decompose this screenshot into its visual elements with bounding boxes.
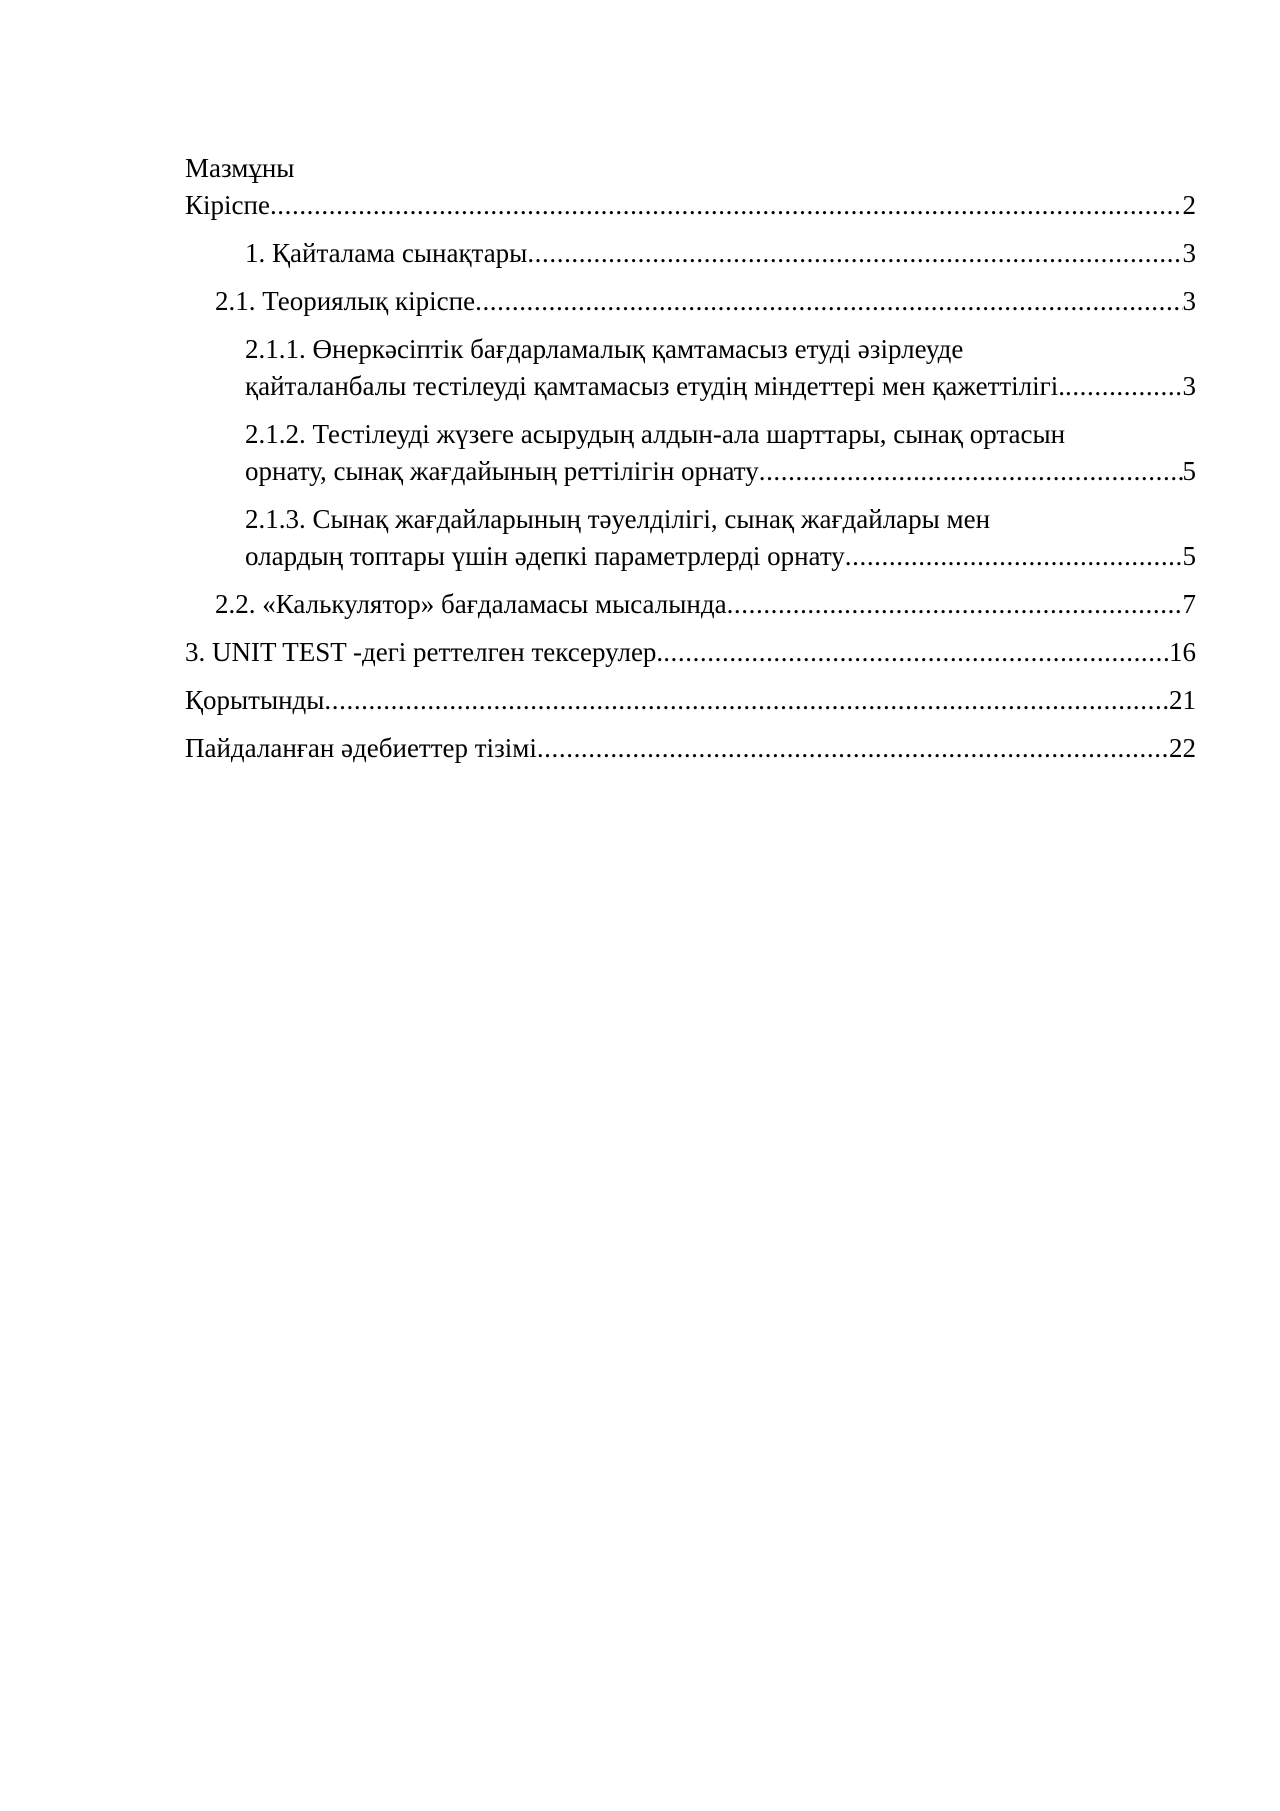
toc-leader-dots (475, 283, 1182, 320)
toc-entry-text-line2: олардың топтары үшін әдепкі параметрлерді орнату (245, 541, 845, 571)
toc-entry-text-line1: 2.1.1. Өнеркәсіптік бағдарламалық қамтамасыз етуді әзірлеуде (245, 334, 964, 364)
toc-page-number: 7 (1182, 589, 1196, 619)
toc-page-number: 3 (1182, 286, 1196, 316)
toc-entry-text: Қорытынды (185, 685, 325, 715)
toc-entry-text: 3. UNIT TEST -дегі реттелген тексерулер. (185, 637, 664, 667)
toc-entry-unit-test[interactable] (185, 634, 1196, 671)
toc-entry-conclusion[interactable] (185, 682, 1196, 719)
toc-entry-text-line2: орнату, сынақ жағдайының реттілігін орнату (245, 456, 759, 486)
toc-entry-text: 2.2. «Калькулятор» бағдаламасы мысалында (215, 589, 727, 619)
toc-page-number: 5 (1182, 456, 1196, 486)
toc-entry-2-1-2[interactable] (185, 416, 1196, 490)
toc-leader-dots (663, 634, 1169, 671)
toc-page-number: 21 (1169, 685, 1196, 715)
toc-entry-text: 1. Қайталама сынақтары (245, 238, 528, 268)
toc-leader-dots (324, 682, 1169, 719)
toc-page-number: 3 (1182, 238, 1196, 268)
toc-page-number: 2 (1182, 190, 1196, 220)
toc-entry-text-line1: 2.1.2. Тестілеуді жүзеге асырудың алдын-ала шарттары, сынақ ортасын (245, 419, 1066, 449)
toc-title: Мазмұны (185, 153, 295, 183)
toc-entry-text-line1: 2.1.3. Сынақ жағдайларының тәуелділігі, сынақ жағдайлары мен (245, 504, 991, 534)
toc-page-number: 5 (1182, 541, 1196, 571)
toc-entry-theory-intro[interactable] (185, 283, 1196, 320)
toc-page-number: 22 (1169, 733, 1196, 763)
toc-page-number: 16 (1169, 637, 1196, 667)
toc-entry-text-line2: қайталанбалы тестілеуді қамтамасыз етудің міндеттері мен қажеттілігі. (245, 371, 1065, 401)
toc-leader-dots (537, 730, 1169, 767)
table-of-contents (185, 150, 1196, 778)
toc-leader-dots (759, 453, 1183, 490)
toc-entry-calculator-example[interactable] (185, 586, 1196, 623)
toc-leader-dots (270, 187, 1183, 224)
toc-leader-dots (527, 235, 1182, 272)
toc-entry-2-1-1[interactable] (185, 331, 1196, 405)
toc-leader-dots (845, 538, 1183, 575)
toc-entry-text: Кіріспе (185, 190, 270, 220)
toc-leader-dots (1065, 368, 1183, 405)
toc-entry-2-1-3[interactable] (185, 501, 1196, 575)
toc-entry-text: Пайдаланған әдебиеттер тізімі (185, 733, 537, 763)
toc-entry-text: 2.1. Теориялық кіріспе (215, 286, 476, 316)
toc-entry-references[interactable] (185, 730, 1196, 767)
toc-entry-regression-tests[interactable] (185, 235, 1196, 272)
toc-entry-introduction[interactable] (185, 187, 1196, 224)
toc-leader-dots (727, 586, 1183, 623)
toc-page-number: 3 (1182, 371, 1196, 401)
